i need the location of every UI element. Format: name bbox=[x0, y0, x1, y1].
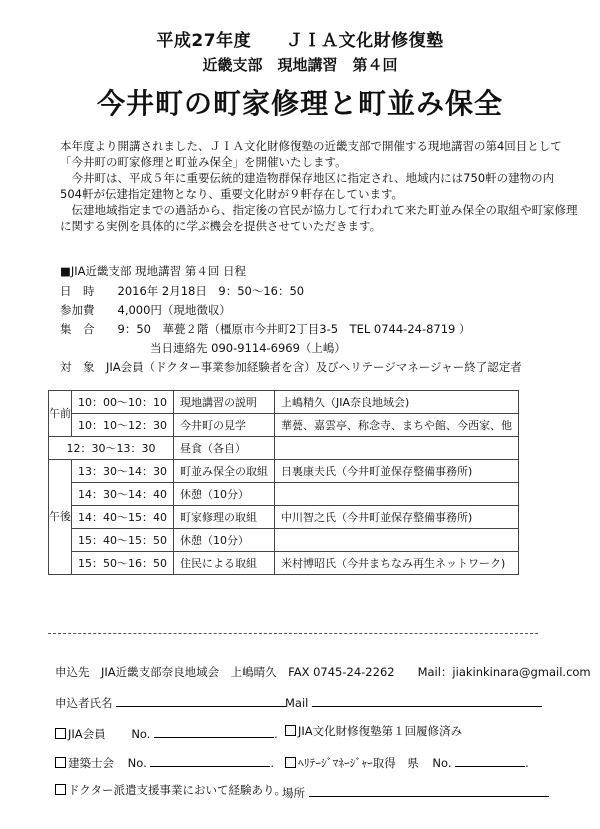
program-cell: 休憩（10分） bbox=[174, 529, 275, 552]
restoration-checkbox[interactable] bbox=[285, 725, 296, 736]
applicant-name-field[interactable] bbox=[55, 692, 286, 711]
table-row bbox=[49, 552, 519, 575]
intro-line: 今井町は、平成５年に重要伝統的建造物群保存地区に指定され、地域内には750軒の建物の内 bbox=[60, 171, 555, 185]
place-label: 場所 bbox=[282, 786, 305, 800]
person-cell: 中川智之氏（今井町並保存整備事務所) bbox=[275, 506, 519, 529]
program-cell: 昼食（各自） bbox=[174, 437, 275, 460]
heritage-checkbox[interactable] bbox=[285, 757, 296, 768]
table-row bbox=[49, 529, 519, 552]
person-cell bbox=[275, 529, 519, 552]
person-cell bbox=[275, 483, 519, 506]
heritage-label: ﾍﾘﾃｰｼﾞﾏﾈｰｼﾞｬｰ取得 県 bbox=[298, 756, 419, 770]
number-label: No. bbox=[131, 727, 151, 741]
pm-label: 午後 bbox=[49, 460, 72, 575]
place-field[interactable] bbox=[282, 782, 549, 801]
jia-number-input[interactable] bbox=[154, 723, 274, 738]
table-row bbox=[49, 460, 519, 483]
restoration-label: JIA文化財修復塾第１回履修済み bbox=[298, 724, 463, 738]
architect-checkbox[interactable] bbox=[55, 757, 66, 768]
document-title: 今井町の町家修理と町並み保全 bbox=[96, 87, 503, 120]
program-cell: 町並み保全の取組 bbox=[174, 460, 275, 483]
time-cell: 13：30〜14：30 bbox=[72, 460, 174, 483]
person-cell: 華甍、嘉雲亭、称念寺、まちや館、今西家、他 bbox=[275, 414, 519, 437]
program-cell: 休憩（10分） bbox=[174, 483, 275, 506]
date-line: 日 時 2016年 2月18日 9：50〜16：50 bbox=[60, 284, 305, 298]
time-cell: 15：40〜15：50 bbox=[72, 529, 174, 552]
intro-line: 伝建地域指定までの過話から、指定後の官民が協力して行われて来た町並み保全の取組や町家修理 bbox=[60, 203, 578, 217]
architect-label: 建築士会 bbox=[68, 756, 114, 770]
heritage-option[interactable]: ﾍﾘﾃｰｼﾞﾏﾈｰｼﾞｬｰ取得 県 No. . bbox=[285, 752, 529, 771]
time-cell: 15：50〜16：50 bbox=[72, 552, 174, 575]
header-line2: 近畿支部 現地講習 第４回 bbox=[202, 56, 398, 74]
person-cell bbox=[275, 437, 519, 460]
fee-line: 参加費 4,000円（現地徴収） bbox=[60, 303, 231, 317]
doctor-checkbox[interactable] bbox=[55, 784, 66, 795]
table-row bbox=[49, 391, 519, 414]
time-cell: 10：00〜10：10 bbox=[72, 391, 174, 414]
table-row bbox=[49, 437, 519, 460]
program-cell: 今井町の見学 bbox=[174, 414, 275, 437]
person-cell: 上嶋精久（JIA奈良地域会) bbox=[275, 391, 519, 414]
mail-field[interactable] bbox=[285, 692, 542, 710]
intro-paragraph bbox=[60, 138, 580, 234]
apply-to: 申込先 JIA近畿支部奈良地域会 上嶋晴久 FAX 0745-24-2262 Mail：jiakinkinara@gmail.com bbox=[55, 665, 591, 679]
table-row bbox=[49, 483, 519, 506]
time-cell: 14：40〜15：40 bbox=[72, 506, 174, 529]
person-cell: 米村博昭氏（今井まちなみ再生ネットワーク) bbox=[275, 552, 519, 575]
intro-line: 「今井町の町家修理と町並み保全」を開催いたします。 bbox=[60, 155, 347, 169]
jia-member-option[interactable]: JIA会員 No. . bbox=[55, 723, 278, 742]
applicant-name-input[interactable] bbox=[116, 692, 286, 707]
schedule-heading: ■JIA近畿支部 現地講習 第４回 日程 bbox=[60, 264, 246, 278]
time-cell: 10：10〜12：30 bbox=[72, 414, 174, 437]
time-cell: 14：30〜14：40 bbox=[72, 483, 174, 506]
applicant-name-label: 申込者氏名 bbox=[55, 696, 113, 710]
cut-line bbox=[48, 633, 538, 634]
person-cell: 日裏康夫氏（今井町並保存整備事務所) bbox=[275, 460, 519, 483]
meeting-line: 集 合 9：50 華甍２階（橿原市今井町2丁目3-5 TEL 0744-24-8719 ） bbox=[60, 322, 471, 336]
table-row bbox=[49, 506, 519, 529]
doctor-label: ドクター派遣支援事業において経験あり。 bbox=[68, 783, 287, 797]
mail-label: Mail bbox=[285, 696, 309, 710]
place-input[interactable] bbox=[309, 782, 549, 797]
am-label: 午前 bbox=[49, 391, 72, 437]
intro-line: 504軒が伝建指定建物となり、重要文化財が９軒存在しています。 bbox=[60, 187, 404, 201]
intro-line: に関する実例を具体的に学ぶ機会を提供させていただきます。 bbox=[60, 219, 382, 233]
header-line1: 平成27年度 ＪＩＡ文化財修復塾 bbox=[156, 31, 444, 51]
architect-option[interactable]: 建築士会 No. . bbox=[55, 752, 274, 771]
schedule-table bbox=[48, 390, 519, 575]
contact-line: 当日連絡先 090-9114-6969（上嶋） bbox=[150, 341, 346, 355]
architect-number-input[interactable] bbox=[150, 752, 270, 767]
table-row bbox=[49, 414, 519, 437]
number-label: No. bbox=[127, 756, 147, 770]
heritage-number-input[interactable] bbox=[455, 752, 525, 767]
intro-line: 本年度より開講されました、ＪＩＡ文化財修復塾の近畿支部で開催する現地講習の第4回目として bbox=[60, 139, 562, 153]
time-cell: 12：30〜13：30 bbox=[49, 437, 174, 460]
jia-member-checkbox[interactable] bbox=[55, 728, 66, 739]
jia-member-label: JIA会員 bbox=[68, 727, 106, 741]
number-label: No. bbox=[432, 756, 452, 770]
program-cell: 現地講習の説明 bbox=[174, 391, 275, 414]
program-cell: 住民による取組 bbox=[174, 552, 275, 575]
program-cell: 町家修理の取組 bbox=[174, 506, 275, 529]
restoration-option[interactable] bbox=[285, 723, 462, 739]
target-line: 対 象 JIA会員（ドクター事業参加経験者を含）及びヘリテージマネージャー終了認定者 bbox=[60, 360, 522, 374]
mail-input[interactable] bbox=[312, 692, 542, 707]
doctor-option[interactable] bbox=[55, 782, 286, 798]
